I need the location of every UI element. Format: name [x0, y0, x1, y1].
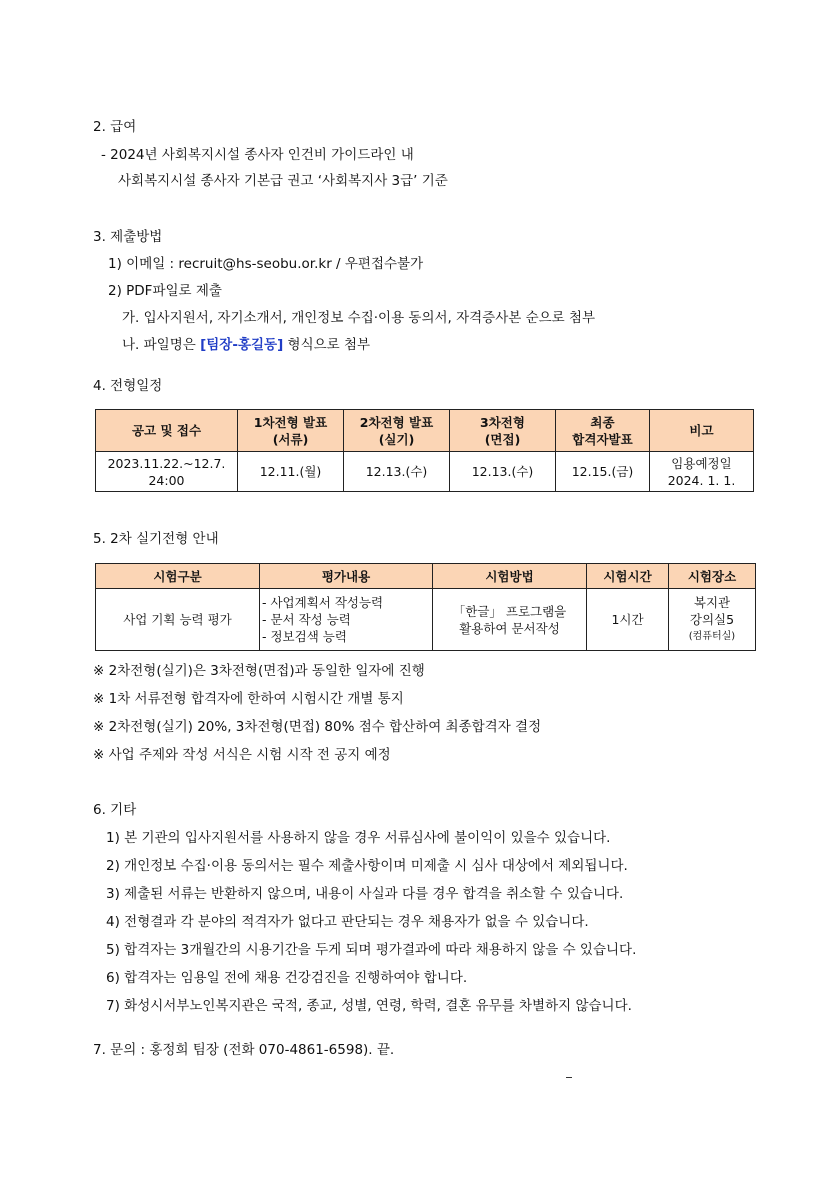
submission-attach-order: 가. 입사지원서, 자기소개서, 개인정보 수집·이용 동의서, 자격증사본 순으로 첨부	[122, 310, 596, 326]
header-round1: 1차전형 발표 (서류)	[238, 410, 344, 452]
cell-announce-period: 2023.11.22.~12.7. 24:00	[96, 452, 238, 492]
submission-pdf: 2) PDF파일로 제출	[108, 283, 222, 299]
section-5-heading: 5. 2차 실기전형 안내	[93, 531, 219, 547]
cell-remarks: 임용예정일 2024. 1. 1.	[650, 452, 754, 492]
header-round3: 3차전형 (면접)	[450, 410, 556, 452]
exam-note: ※ 2차전형(실기)은 3차전형(면접)과 동일한 일자에 진행	[93, 663, 425, 679]
contact-line: 7. 문의 : 홍정희 팀장 (전화 070-4861-6598). 끝.	[93, 1042, 395, 1058]
exam-header-row	[96, 564, 756, 589]
header-exam-content: 평가내용	[260, 564, 433, 589]
section-2-heading: 2. 급여	[93, 119, 137, 135]
schedule-header-row	[96, 410, 754, 452]
misc-item: 5) 합격자는 3개월간의 시용기간을 두게 되며 평가결과에 따라 채용하지 않을 수 있습니다.	[106, 942, 637, 958]
trailing-dash	[566, 1077, 572, 1078]
header-remarks: 비고	[650, 410, 754, 452]
submission-email: 1) 이메일 : recruit@hs-seobu.or.kr / 우편접수불가	[108, 256, 424, 272]
cell-round1-date: 12.11.(월)	[238, 452, 344, 492]
salary-line-2: 사회복지시설 종사자 기본급 권고 ‘사회복지사 3급’ 기준	[118, 173, 448, 189]
exam-note: ※ 사업 주제와 작성 서식은 시험 시작 전 공지 예정	[93, 747, 391, 763]
misc-item: 3) 제출된 서류는 반환하지 않으며, 내용이 사실과 다를 경우 합격을 취소할 수 있습니다.	[106, 886, 624, 902]
header-exam-method: 시험방법	[433, 564, 587, 589]
exam-note: ※ 1차 서류전형 합격자에 한하여 시험시간 개별 통지	[93, 691, 404, 707]
header-exam-time: 시험시간	[587, 564, 669, 589]
cell-round2-date: 12.13.(수)	[344, 452, 450, 492]
header-exam-type: 시험구분	[96, 564, 260, 589]
header-final: 최종 합격자발표	[556, 410, 650, 452]
section-4-heading: 4. 전형일정	[93, 378, 163, 394]
submission-filename	[122, 336, 370, 354]
filename-suffix: 형식으로 첨부	[283, 337, 371, 353]
cell-exam-place: 복지관 강의실5 (컴퓨터실)	[669, 589, 756, 651]
filename-prefix: 나. 파일명은	[122, 337, 201, 353]
header-round2: 2차전형 발표 (실기)	[344, 410, 450, 452]
exam-data-row	[96, 589, 756, 651]
practical-exam-table	[95, 563, 756, 651]
salary-line-1: - 2024년 사회복지시설 종사자 인건비 가이드라인 내	[101, 147, 414, 163]
misc-item: 1) 본 기관의 입사지원서를 사용하지 않을 경우 서류심사에 불이익이 있을수 있습니다.	[106, 830, 611, 846]
misc-item: 4) 전형결과 각 분야의 적격자가 없다고 판단되는 경우 채용자가 없을 수 있습니다.	[106, 914, 589, 930]
schedule-table	[95, 409, 754, 492]
misc-item: 7) 화성시서부노인복지관은 국적, 종교, 성별, 연령, 학력, 결혼 유무를 차별하지 않습니다.	[106, 998, 632, 1014]
filename-format: [팀장-홍길동]	[200, 337, 284, 353]
misc-item: 6) 합격자는 임용일 전에 채용 건강검진을 진행하여야 합니다.	[106, 970, 468, 986]
cell-exam-time: 1시간	[587, 589, 669, 651]
cell-exam-method: 「한글」 프로그램을 활용하여 문서작성	[433, 589, 587, 651]
header-exam-place: 시험장소	[669, 564, 756, 589]
section-3-heading: 3. 제출방법	[93, 229, 163, 245]
exam-note: ※ 2차전형(실기) 20%, 3차전형(면접) 80% 점수 합산하여 최종합격자 결정	[93, 719, 542, 735]
schedule-data-row	[96, 452, 754, 492]
header-announce: 공고 및 접수	[96, 410, 238, 452]
cell-round3-date: 12.13.(수)	[450, 452, 556, 492]
cell-exam-content: - 사업계획서 작성능력 - 문서 작성 능력 - 정보검색 능력	[260, 589, 433, 651]
section-6-heading: 6. 기타	[93, 802, 137, 818]
misc-item: 2) 개인정보 수집·이용 동의서는 필수 제출사항이며 미제출 시 심사 대상에서 제외됩니다.	[106, 858, 628, 874]
cell-final-date: 12.15.(금)	[556, 452, 650, 492]
cell-exam-type: 사업 기획 능력 평가	[96, 589, 260, 651]
